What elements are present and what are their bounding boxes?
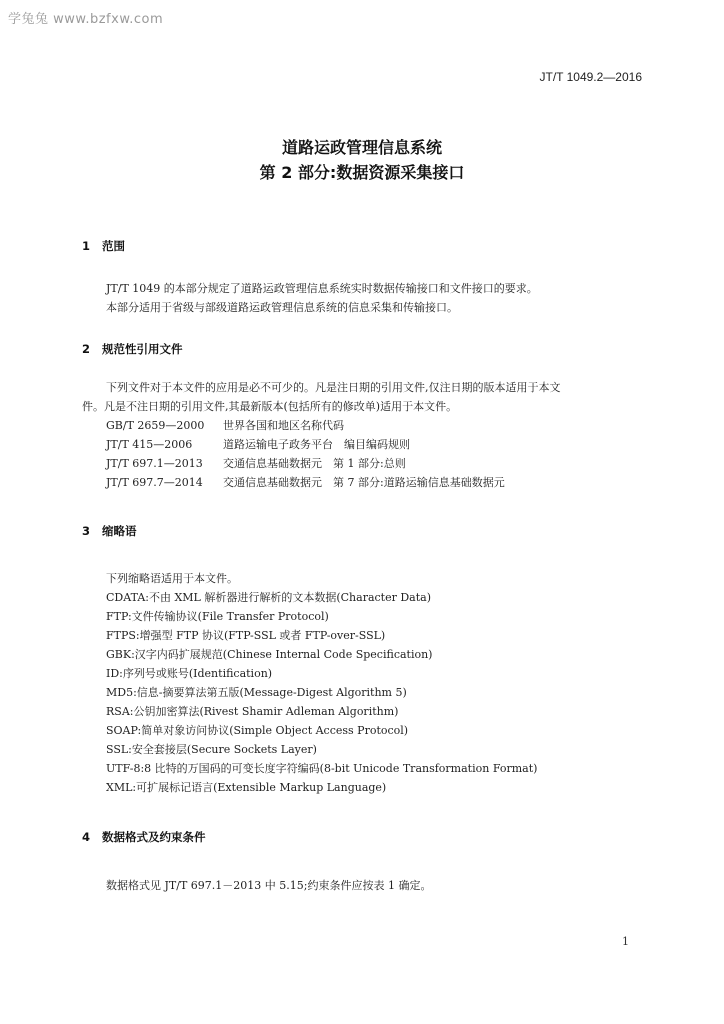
section-number: 3 xyxy=(82,524,91,538)
reference-name: 交通信息基础数据元 第 1 部分:总则 xyxy=(223,457,406,470)
watermark-text: 学兔兔 www.bzfxw.com xyxy=(8,12,164,27)
reference-item xyxy=(106,474,505,490)
document-title: 道路运政管理信息系统 xyxy=(281,138,442,157)
section-number: 1 xyxy=(82,239,91,253)
section-number: 4 xyxy=(82,830,91,844)
reference-code: GB/T 2659—2000 xyxy=(106,419,205,432)
reference-item xyxy=(106,455,406,471)
paragraph: 数据格式见 JT/T 697.1－2013 中 5.15;约束条件应按表 1 确定。 xyxy=(106,879,432,892)
paragraph: 下列文件对于本文件的应用是必不可少的。凡是注日期的引用文件,仅注日期的版本适用于本文 xyxy=(106,381,561,394)
section-title: 规范性引用文件 xyxy=(102,342,183,356)
abbreviation-item: XML:可扩展标记语言(Extensible Markup Language) xyxy=(106,781,387,794)
abbreviation-item: ID:序列号或账号(Identification) xyxy=(106,667,273,680)
abbreviation-item: CDATA:不由 XML 解析器进行解析的文本数据(Character Data) xyxy=(106,591,432,604)
abbreviation-item: SOAP:简单对象访问协议(Simple Object Access Protocol) xyxy=(106,724,409,737)
section-heading-data-format xyxy=(82,829,206,845)
section-title: 数据格式及约束条件 xyxy=(102,830,206,844)
abbreviation-item: GBK:汉字内码扩展规范(Chinese Internal Code Specification) xyxy=(106,648,433,661)
section-title: 范围 xyxy=(102,239,125,253)
section-heading-normative-references xyxy=(82,341,183,357)
reference-name: 道路运输电子政务平台 编目编码规则 xyxy=(223,438,410,451)
reference-name: 交通信息基础数据元 第 7 部分:道路运输信息基础数据元 xyxy=(223,476,505,489)
page-number: 1 xyxy=(622,935,629,948)
reference-item xyxy=(106,436,410,452)
reference-code: JT/T 697.7—2014 xyxy=(106,476,203,489)
reference-code: JT/T 697.1—2013 xyxy=(106,457,203,470)
document-subtitle: 第 2 部分:数据资源采集接口 xyxy=(259,163,465,182)
paragraph: 件。凡是不注日期的引用文件,其最新版本(包括所有的修改单)适用于本文件。 xyxy=(82,400,458,413)
paragraph: 本部分适用于省级与部级道路运政管理信息系统的信息采集和传输接口。 xyxy=(106,301,458,314)
section-number: 2 xyxy=(82,342,91,356)
abbreviation-item: RSA:公钥加密算法(Rivest Shamir Adleman Algorithm) xyxy=(106,705,399,718)
paragraph: 下列缩略语适用于本文件。 xyxy=(106,572,238,585)
section-title: 缩略语 xyxy=(102,524,137,538)
reference-code: JT/T 415—2006 xyxy=(106,438,193,451)
abbreviation-item: UTF-8:8 比特的万国码的可变长度字符编码(8-bit Unicode Transformation Format) xyxy=(106,762,538,775)
abbreviation-item: FTP:文件传输协议(File Transfer Protocol) xyxy=(106,610,329,623)
paragraph: JT/T 1049 的本部分规定了道路运政管理信息系统实时数据传输接口和文件接口的要求。 xyxy=(106,282,538,295)
abbreviation-item: SSL:安全套接层(Secure Sockets Layer) xyxy=(106,743,317,756)
reference-item xyxy=(106,417,344,433)
abbreviation-item: MD5:信息-摘要算法第五版(Message-Digest Algorithm 5) xyxy=(106,686,407,699)
abbreviation-item: FTPS:增强型 FTP 协议(FTP-SSL 或者 FTP-over-SSL) xyxy=(106,629,386,642)
reference-name: 世界各国和地区名称代码 xyxy=(223,419,344,432)
standard-code: JT/T 1049.2—2016 xyxy=(539,70,642,84)
section-heading-scope xyxy=(82,238,125,254)
section-heading-abbreviations xyxy=(82,523,137,539)
